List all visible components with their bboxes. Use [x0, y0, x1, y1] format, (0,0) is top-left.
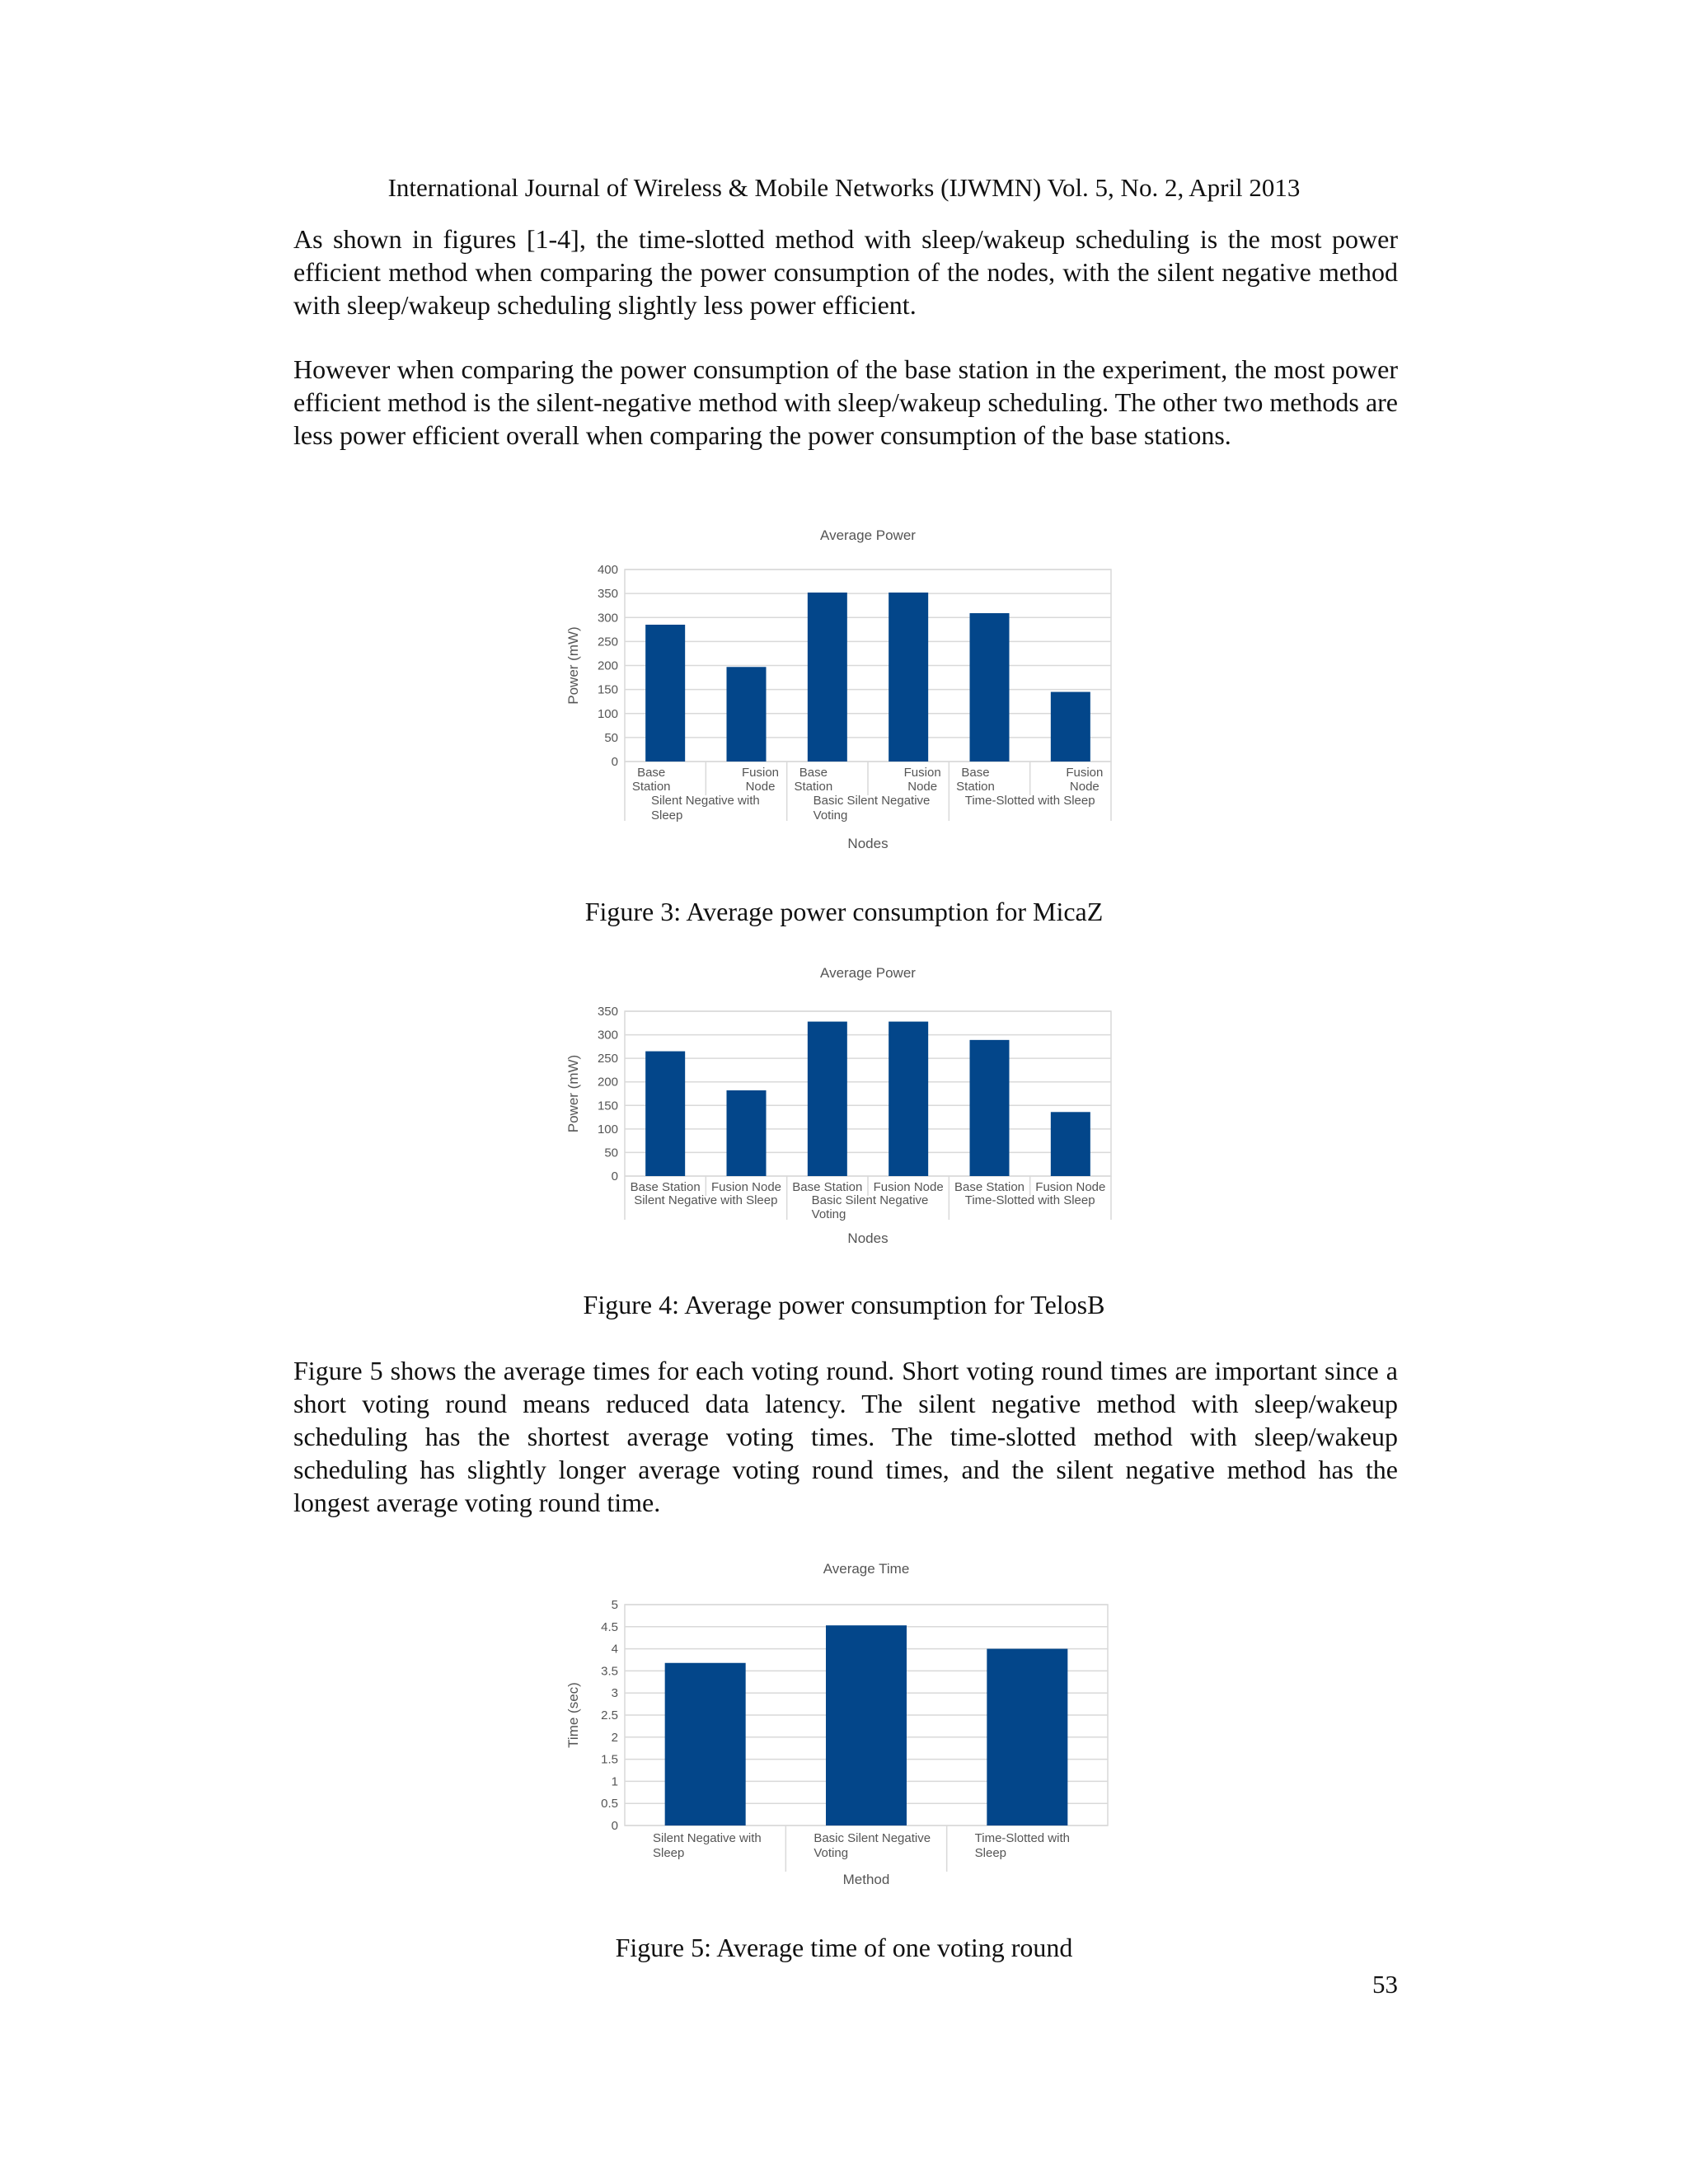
x-category-label: Voting	[814, 1846, 849, 1860]
x-group-label: Time-Slotted with Sleep	[964, 1193, 1095, 1207]
y-tick-label: 400	[597, 563, 618, 577]
y-tick-label: 4	[611, 1642, 618, 1657]
x-category-label: Fusion Node	[710, 1180, 782, 1194]
y-tick-label: 4.5	[601, 1619, 618, 1634]
bar	[645, 625, 685, 762]
y-tick-label: 350	[597, 587, 618, 602]
bar	[987, 1649, 1067, 1825]
y-tick-label: 0.5	[601, 1797, 618, 1811]
y-axis-title: Time (sec)	[565, 1682, 581, 1748]
y-tick-label: 100	[597, 1122, 618, 1137]
bar	[645, 1052, 685, 1176]
bar	[889, 593, 928, 762]
x-group-label: Voting	[813, 808, 848, 823]
bar	[889, 1022, 928, 1176]
x-category-label: Station	[794, 780, 833, 794]
chart-title: Average Power	[820, 527, 916, 543]
y-tick-label: 3	[611, 1686, 618, 1701]
y-tick-label: 3.5	[601, 1664, 618, 1679]
x-group-label: Silent Negative with Sleep	[634, 1193, 778, 1207]
y-tick-label: 2	[611, 1730, 618, 1745]
y-tick-label: 5	[611, 1598, 618, 1612]
y-tick-label: 0	[611, 755, 618, 769]
x-category-label: Time-Slotted with	[974, 1831, 1070, 1845]
x-group-label: Basic Silent Negative	[813, 794, 931, 808]
figure-5-caption: Figure 5: Average time of one voting round	[615, 1933, 1073, 1962]
y-tick-label: 200	[597, 658, 618, 673]
bar	[1051, 692, 1090, 762]
paragraph-3: Figure 5 shows the average times for each voting round. Short voting round times are important since a short voting round means reduced data latency. The silent negative method with sleep/wakeup scheduling has the shortest average voting times. The time-slotted method with sleep/wakeup scheduling has slightly longer average voting round times, and the silent negative method has the longest average voting round time.	[293, 1356, 1398, 1517]
x-category-label: Sleep	[974, 1846, 1007, 1860]
x-category-label: Node	[745, 780, 776, 794]
bar	[970, 613, 1010, 762]
x-group-label: Time-Slotted with Sleep	[964, 794, 1095, 808]
y-tick-label: 250	[597, 1052, 618, 1066]
x-category-label: Fusion Node	[873, 1180, 944, 1194]
bar	[826, 1625, 907, 1825]
x-group-label: Basic Silent Negative	[811, 1193, 929, 1207]
x-category-label: Node	[907, 780, 938, 794]
chart-title: Average Power	[820, 965, 916, 981]
x-category-label: Base	[637, 766, 666, 780]
y-tick-label: 200	[597, 1075, 618, 1090]
x-category-label: Station	[631, 780, 671, 794]
plot-area	[625, 1011, 1111, 1176]
x-category-label: Basic Silent Negative	[814, 1831, 931, 1845]
bar	[808, 593, 847, 762]
y-axis-title: Power (mW)	[565, 626, 581, 705]
bar	[727, 667, 767, 762]
x-category-label: Base	[961, 766, 990, 780]
figure-5-chart	[0, 1554, 1688, 1900]
bar	[808, 1022, 847, 1176]
x-group-label: Sleep	[651, 808, 683, 823]
x-category-label: Base	[799, 766, 828, 780]
y-tick-label: 250	[597, 635, 618, 649]
y-tick-label: 150	[597, 682, 618, 697]
x-axis-title: Nodes	[847, 836, 889, 851]
x-category-label: Base Station	[630, 1180, 701, 1194]
x-category-label: Fusion Node	[1035, 1180, 1106, 1194]
y-axis-title: Power (mW)	[565, 1054, 581, 1133]
x-group-label: Silent Negative with	[651, 794, 760, 808]
bar	[727, 1090, 767, 1176]
figure-3-chart	[0, 519, 1688, 857]
figure-3-caption: Figure 3: Average power consumption for MicaZ	[584, 897, 1104, 926]
y-tick-label: 0	[611, 1169, 618, 1183]
y-tick-label: 50	[604, 730, 618, 745]
y-tick-label: 1.5	[601, 1752, 618, 1767]
chart-title: Average Time	[823, 1561, 910, 1577]
y-tick-label: 300	[597, 611, 618, 626]
y-tick-label: 0	[611, 1819, 618, 1833]
y-tick-label: 350	[597, 1005, 618, 1019]
page-number: 53	[1372, 1970, 1398, 1999]
bar	[970, 1040, 1010, 1176]
paragraph-1: As shown in figures [1-4], the time-slotted method with sleep/wakeup scheduling is the most power efficient method when comparing the power consumption of the nodes, with the silent negative method with sleep/wakeup scheduling slightly less power efficient.	[293, 224, 1398, 320]
figure-4-caption: Figure 4: Average power consumption for TelosB	[583, 1290, 1105, 1319]
journal-header: International Journal of Wireless & Mobile Networks (IJWMN) Vol. 5, No. 2, April 2013	[387, 173, 1301, 202]
x-category-label: Silent Negative with	[653, 1831, 762, 1845]
x-category-label: Sleep	[653, 1846, 685, 1860]
bar	[1051, 1112, 1090, 1176]
x-category-label: Fusion	[741, 766, 780, 780]
x-category-label: Base Station	[792, 1180, 863, 1194]
y-tick-label: 300	[597, 1028, 618, 1043]
x-axis-title: Nodes	[847, 1230, 889, 1246]
x-category-label: Base Station	[954, 1180, 1025, 1194]
x-category-label: Station	[956, 780, 995, 794]
y-tick-label: 2.5	[601, 1708, 618, 1722]
x-axis-title: Method	[842, 1872, 890, 1887]
y-tick-label: 50	[604, 1146, 618, 1160]
paragraph-2: However when comparing the power consumption of the base station in the experiment, the most power efficient method is the silent-negative method with sleep/wakeup scheduling. The other two methods are less power efficient overall when comparing the power consumption of the base stations.	[293, 354, 1398, 450]
figure-4-chart	[0, 960, 1688, 1257]
x-category-label: Node	[1069, 780, 1100, 794]
x-category-label: Fusion	[903, 766, 941, 780]
y-tick-label: 1	[611, 1774, 618, 1789]
y-tick-label: 100	[597, 706, 618, 721]
y-tick-label: 150	[597, 1099, 618, 1113]
x-group-label: Voting	[811, 1207, 846, 1221]
bar	[665, 1663, 746, 1825]
x-category-label: Fusion	[1066, 766, 1104, 780]
